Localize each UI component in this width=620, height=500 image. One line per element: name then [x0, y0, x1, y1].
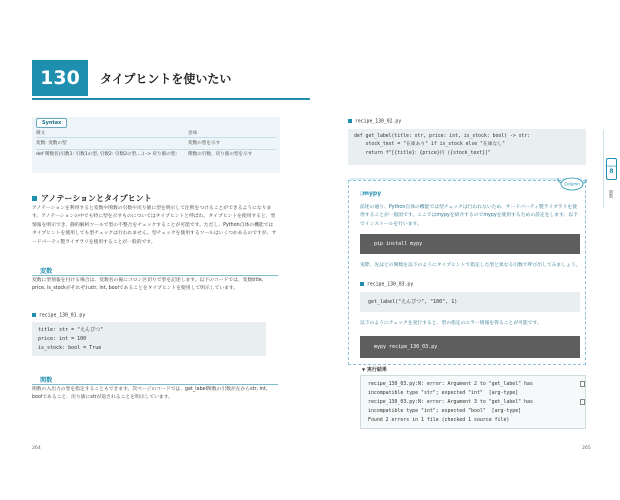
column-title-text: mypy: [362, 190, 382, 197]
variable-rule: [32, 275, 278, 276]
heading-marker: [32, 196, 37, 201]
code-line: is_stock: bool = True: [38, 344, 102, 351]
code-line: stock_text = "在庫あり" if is_stock else "在庫なし": [354, 142, 506, 148]
file-label-2: [348, 119, 401, 125]
file-name-1: recipe_130_01.py: [39, 313, 86, 319]
syntax-row1-meaning: 変数の型を示す: [188, 141, 221, 146]
mypy-command: mypy recipe_130_03.py: [374, 344, 438, 350]
section-number-badge: 130: [32, 60, 88, 96]
variable-paragraph: 変数に型情報を付ける場合は、変数名の後にコロン区切りで型を記述します。以下のコードでは、変数title, price, is_stockがそれぞれstr, int, boolであることをタイプヒントを使用して明示しています。: [32, 278, 264, 292]
annotation-paragraph: アノテーションを利用すると変数や関数の引数や戻り値に型を明示して注釈をつけることができるようになります。アノテーションの中でも特に型を示すものについてはタイプヒントと呼ばれ、タイプヒントを使用すると、型情報を明示でき、静的解析ツールで型の不整合をチェックすることが可能です。ただし、Python自体の機能ではタイプヒントを使用しても型チェックは行われません。型チェックを使用するツールはいくつかあるのですが、サードパーティ製ライブラリを使用することが一般的です。: [32, 206, 277, 245]
install-command: pip install mypy: [374, 241, 423, 247]
chapter-tab: [606, 158, 617, 180]
code-line: get_label("えんぴつ", "100", 1): [368, 299, 458, 305]
chapter-tab-label: Chapter: [605, 163, 618, 168]
result-line: Found 2 errors in 1 file (checked 1 source file): [368, 417, 510, 423]
annotation-heading-text: アノテーションとタイプヒント: [41, 194, 152, 203]
result-title-text: 実行結果: [366, 367, 387, 373]
code-line: def get_label(title: str, price: int, is_stock: bool) -> str:: [354, 134, 531, 139]
column-title: [360, 190, 381, 197]
mypy-paragraph: 前述の通り、Python自体の機能では型チェックは行われないため、サードパーティ製ライブラリを使用することが一般的です。ここではmypyを紹介するのでmypyを使用するための設定をします。以下でインストールを行います。: [360, 205, 578, 227]
right-page: [310, 0, 620, 500]
copy-icon: [580, 381, 585, 387]
syntax-tag: Syntax: [36, 118, 67, 128]
install-command-block: [360, 234, 580, 254]
code-block-3: [360, 292, 580, 312]
function-heading: 関数: [40, 377, 53, 384]
column-label: Column: [564, 181, 580, 187]
result-title: [362, 366, 387, 373]
example-paragraph: 実際、先ほどの関数を以下のようにタイプヒントで指定した型と異なる引数で呼び出してみましょう。: [360, 263, 581, 268]
file-marker: [348, 119, 352, 123]
variable-heading: 変数: [40, 268, 53, 275]
file-marker: [360, 282, 364, 286]
file-label-3: [360, 282, 413, 288]
file-name-2: recipe_130_02.py: [355, 119, 402, 125]
check-paragraph: 以下のようにチェックを実行すると、型の指定のエラー情報を得ることが可能です。: [360, 321, 542, 326]
syntax-row2-meaning: 関数の引数、戻り値の型を示す: [188, 152, 253, 157]
annotation-heading: [32, 193, 152, 204]
syntax-row2-syntax: def 関数名(引数1: 引数1の型, 引数2: 引数2の型,…) -> 戻り値の型:: [36, 152, 177, 157]
code-block-2: [348, 129, 586, 165]
function-rule: [32, 384, 278, 385]
result-line: incompatible type "str"; expected "int" [arg-type]: [368, 390, 519, 396]
file-label-1: [32, 313, 85, 319]
title-rule: [32, 98, 310, 100]
chapter-number: 8: [609, 167, 614, 175]
result-line: recipe_130_03.py:N: error: Argument 2 to "get_label" has: [368, 381, 533, 387]
syntax-col2-header: 意味: [188, 131, 198, 136]
code-block-1: [32, 322, 266, 356]
page-number-left: 264: [32, 446, 41, 451]
section-title: タイプヒントを使いたい: [100, 72, 232, 86]
result-line: recipe_130_03.py:N: error: Argument 3 to "get_label" has: [368, 399, 533, 405]
file-name-3: recipe_130_03.py: [367, 282, 414, 288]
result-toggle-icon: ▼: [362, 367, 366, 372]
syntax-col1-header: 構文: [36, 131, 46, 136]
function-paragraph: 関数の入出力の型を指定することもできます。次ページのコードでは、get_label関数の引数が左からstr, int, boolであること、戻り値にstrが返されることを明示しています。: [32, 387, 268, 401]
copy-icon: [580, 399, 585, 405]
syntax-box: [32, 117, 280, 173]
chapter-name: 関数: [609, 190, 614, 198]
column-title-marker: ▯: [360, 191, 363, 197]
teapot-icon: [556, 174, 588, 192]
syntax-row1-syntax: 変数: 変数の型: [36, 141, 67, 146]
syntax-divider: [36, 149, 276, 150]
syntax-divider: [36, 137, 276, 138]
page-number-right: 265: [582, 446, 591, 451]
result-line: incompatible type "int"; expected "bool" [arg-type]: [368, 408, 522, 414]
mypy-command-block: [360, 336, 580, 358]
code-line: return f"[{title}：{price}円 ({stock_text}]": [354, 150, 491, 156]
file-marker: [32, 313, 36, 317]
code-line: price: int = 100: [38, 335, 87, 342]
code-line: title: str = "えんぴつ": [38, 327, 104, 333]
